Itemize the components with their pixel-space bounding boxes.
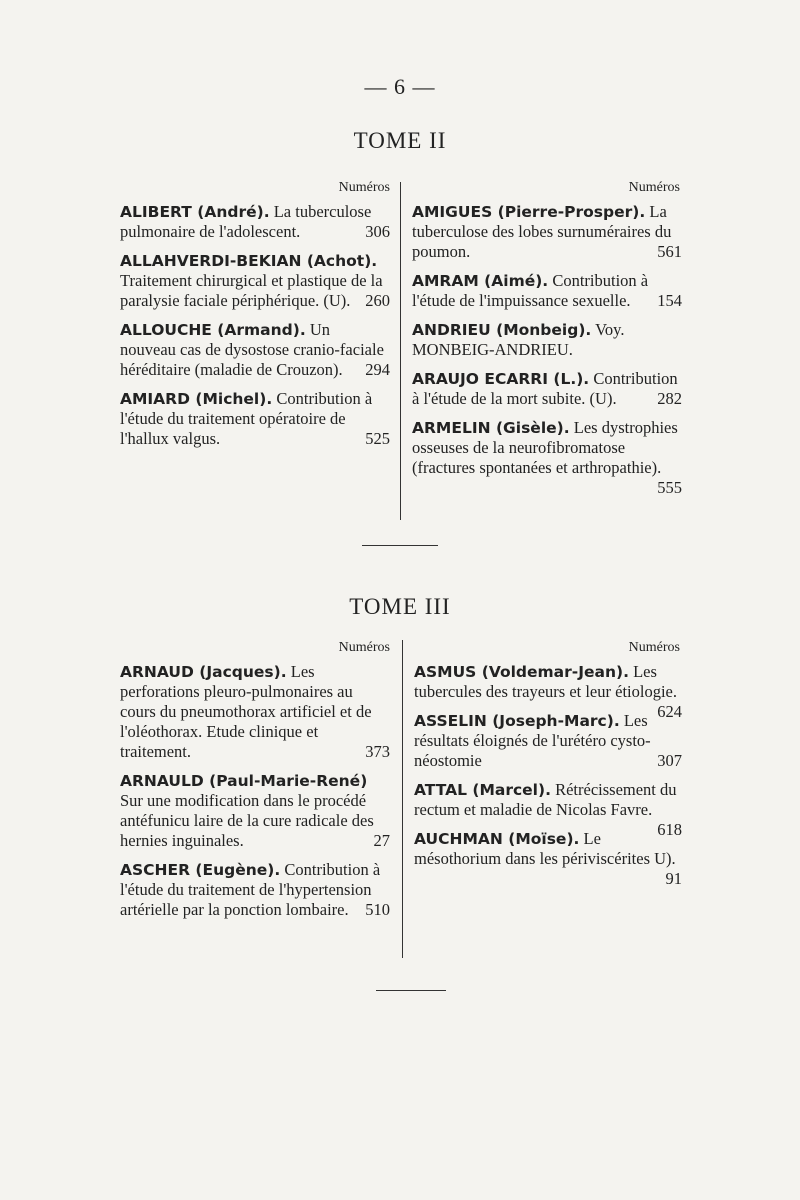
author-name: ALLAHVERDI-BEKIAN (Achot).: [120, 252, 378, 270]
thesis-title: Les résultats éloignés de l'urétéro cysto-néostomie: [414, 711, 651, 770]
entry-number: 525: [365, 429, 390, 448]
author-name: ALIBERT (André).: [120, 203, 270, 221]
author-name: ATTAL (Marcel).: [414, 781, 551, 799]
thesis-title: Contribution à l'étude de la mort subite. (U).: [412, 369, 678, 408]
entry-number: 561: [657, 242, 682, 261]
author-name: ASSELIN (Joseph-Marc).: [414, 712, 620, 730]
author-name: AMIARD (Michel).: [120, 390, 273, 408]
index-entry: [120, 202, 390, 242]
section-title-tome-iii: TOME III: [349, 594, 451, 619]
col-header-left: Numéros: [338, 640, 390, 655]
thesis-title: Contribution à l'étude du traitement de l'hypertension artérielle par la ponction lombaire.: [120, 860, 381, 919]
entry-number: 373: [365, 742, 390, 761]
entry-number: 282: [657, 389, 682, 408]
thesis-title: Contribution à l'étude du traitement opératoire de l'hallux valgus.: [120, 389, 373, 448]
index-entry: [412, 202, 682, 262]
thesis-title: Sur une modification dans le procédé antéfunicu laire de la cure radicale des hernies inguinales.: [120, 791, 374, 850]
entry-number: 510: [365, 900, 390, 919]
col-header-right: Numéros: [628, 180, 680, 195]
author-name: AMIGUES (Pierre-Prosper).: [412, 203, 646, 221]
col-header-right: Numéros: [628, 640, 680, 655]
author-name: ARMELIN (Gisèle).: [412, 419, 570, 437]
section-title-tome-ii: TOME II: [353, 128, 447, 153]
entry-number: 91: [665, 869, 682, 888]
index-column-left: [120, 662, 390, 929]
entry-number: 555: [657, 478, 682, 497]
entry-number: 624: [657, 702, 682, 721]
index-entry: [120, 771, 390, 851]
author-name: AUCHMAN (Moïse).: [414, 830, 580, 848]
index-entry: [414, 829, 682, 888]
entry-number: 154: [657, 291, 682, 310]
author-name: ASMUS (Voldemar-Jean).: [414, 663, 629, 681]
author-name: ARAUJO ECARRI (L.).: [412, 370, 590, 388]
thesis-title: Un nouveau cas de dysostose cranio-faciale héréditaire (maladie de Crouzon).: [120, 320, 384, 379]
entry-number: 306: [365, 222, 390, 241]
entry-number: 618: [657, 820, 682, 839]
author-name: AMRAM (Aimé).: [412, 272, 549, 290]
index-entry: [412, 369, 682, 409]
thesis-title: La tuberculose des lobes surnuméraires du poumon.: [412, 202, 672, 261]
author-name: ARNAULD (Paul-Marie-René): [120, 772, 368, 790]
entry-number: 260: [365, 291, 390, 310]
thesis-title: Le mésothorium dans les périviscérites U).: [414, 829, 676, 868]
author-name: ARNAUD (Jacques).: [120, 663, 287, 681]
author-name: ALLOUCHE (Armand).: [120, 321, 306, 339]
thesis-title: Traitement chirurgical et plastique de la paralysie faciale périphérique. (U).: [120, 271, 383, 310]
entry-number: 307: [657, 751, 682, 770]
thesis-title: Les tubercules des trayeurs et leur étiologie.: [414, 662, 677, 701]
col-header-left: Numéros: [338, 180, 390, 195]
index-entry: [412, 271, 682, 311]
thesis-title: Les dystrophies osseuses de la neurofibromatose (fractures spontanées et arthropathie).: [412, 418, 678, 477]
index-entry: [120, 860, 390, 920]
index-column-left: [120, 202, 390, 458]
index-entry: [120, 320, 390, 380]
page-number: — 6 —: [364, 74, 436, 99]
thesis-title: Rétrécissement du rectum et maladie de Nicolas Favre.: [414, 780, 677, 819]
entry-number: 294: [365, 360, 390, 379]
index-column-right: [412, 202, 682, 498]
index-entry: [414, 711, 682, 771]
section-rule: [376, 990, 446, 991]
column-divider: [402, 640, 403, 958]
author-name: ANDRIEU (Monbeig).: [412, 321, 592, 339]
section-rule: [362, 545, 438, 546]
index-entry: [412, 320, 682, 360]
column-divider: [400, 182, 401, 520]
index-column-right: [414, 662, 682, 889]
index-entry: [120, 389, 390, 449]
index-entry: [120, 251, 390, 311]
thesis-title: La tuberculose pulmonaire de l'adolescent.: [120, 202, 372, 241]
thesis-title: Voy. MONBEIG-ANDRIEU.: [412, 320, 625, 359]
author-name: ASCHER (Eugène).: [120, 861, 281, 879]
thesis-title: Les perforations pleuro-pulmonaires au cours du pneumothorax artificiel et de l'oléothorax. Etude clinique et traitement.: [120, 662, 372, 761]
thesis-title: Contribution à l'étude de l'impuissance sexuelle.: [412, 271, 649, 310]
index-entry: [120, 662, 390, 762]
entry-number: 27: [373, 831, 390, 850]
index-entry: [412, 418, 682, 497]
